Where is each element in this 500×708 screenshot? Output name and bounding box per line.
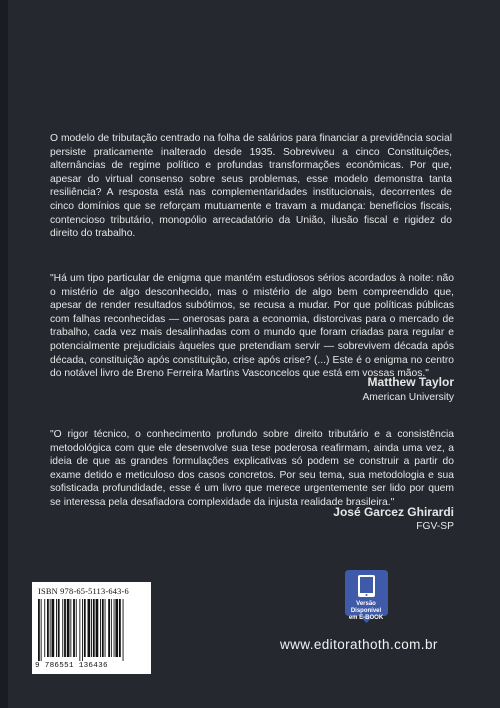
barcode-bar (41, 599, 42, 661)
barcode-bar (115, 599, 118, 657)
ebook-line-2: Disponível (350, 608, 382, 614)
barcode-box (32, 582, 151, 674)
blurb-affiliation-1: American University (362, 392, 454, 403)
barcode-bar (111, 599, 112, 657)
barcode-bar (84, 599, 86, 657)
ebook-badge-text (346, 601, 386, 622)
barcode-bar (44, 599, 45, 657)
barcode-bar (114, 599, 115, 657)
publisher-website[interactable]: www.editorathoth.com.br (280, 637, 438, 652)
barcode-bar (64, 599, 66, 657)
barcode-bar (119, 599, 121, 657)
barcode-bar (108, 599, 110, 657)
isbn-label: ISBN 978-65-5113-643-6 (38, 587, 129, 596)
ebook-line-1: Versão (356, 601, 376, 607)
blurb-affiliation-2: FGV-SP (416, 521, 454, 532)
barcode-bar (62, 599, 63, 657)
blurb-author-2: José Garcez Ghirardi (333, 505, 454, 519)
barcode-bar (105, 599, 106, 657)
barcode-bar (56, 599, 57, 657)
barcode-bar (82, 599, 83, 661)
book-spine-edge (0, 0, 8, 708)
barcode-bar (50, 599, 51, 657)
barcode-bar (79, 599, 80, 661)
barcode-bar (67, 599, 70, 657)
barcode-bar (58, 599, 60, 657)
book-synopsis: O modelo de tributação centrado na folha de salários para financiar a previdência social persiste praticamente inalterado desde 1935. Sobreviveu a cinco Constituições, alternâncias de regime político e profundas transformações econômicas. Por que, apesar do virtual consenso sobre seus problemas, esse modelo demonstra tanta resiliência? A resposta está nas complementaridades institucionais, decorrentes de cinco domínios que se reforçam mutuamente e travam a mudança: benefícios fiscais, contencioso tributário, monopólio arrecadatório da União, ilusão fiscal e rigidez do direito do trabalho. (50, 133, 452, 240)
barcode-bar (100, 599, 101, 657)
barcode-bar (91, 599, 92, 657)
ebook-line-3: em E-BOOK (348, 615, 384, 621)
barcode-bar (93, 599, 95, 657)
barcode-bar (52, 599, 55, 657)
barcode-bar (88, 599, 91, 657)
barcode-bar (96, 599, 99, 657)
blurb-quote-1: "Há um tipo particular de enigma que mantém estudiosos sérios acordados à noite: não o mistério de algo desconhecido, mas o mistério de algo bem compreendido que, apesar de render resultados subótimos, se recusa a mudar. Por que políticas públicas com falhas reconhecidas — onerosas para a economia, distorcivas para o mercado de trabalho, cada vez mais desalinhadas com o mundo que foram criadas para regular e potencialmente prejudiciais àqueles que pretendiam servir — sobrevivem década após década, constituição após constituição, crise após crise? (...) Este é o enigma no centro do notável livro de Breno Ferreira Martins Vasconcelos que está em vossas mãos." (50, 273, 454, 380)
blurb-author-1: Matthew Taylor (367, 375, 454, 389)
barcode-bars (38, 599, 145, 661)
barcode-number: 9 786551 136436 (35, 662, 108, 670)
barcode-bar (38, 599, 40, 661)
blurb-quote-2: "O rigor técnico, o conhecimento profundo sobre direito tributário e a consistência metodológica com que ele desenvolve sua tese poderosa reafirmam, ainda uma vez, a ideia de que as grandes formulações explicativas só podem se construir a partir do exame detido e meticuloso dos casos concretos. Por seu tema, sua metodologia e sua sofisticada profundidade, esse é um livro que merece urgentemente ser lido por quem se interessa pela desafiadora complexidade da injusta realidade brasileira." (50, 429, 454, 508)
barcode-bar (123, 599, 124, 661)
barcode-bar (73, 599, 75, 657)
barcode-bar (102, 599, 104, 657)
barcode-bar (70, 599, 71, 657)
barcode-bar (76, 599, 77, 657)
barcode-bar (47, 599, 49, 657)
